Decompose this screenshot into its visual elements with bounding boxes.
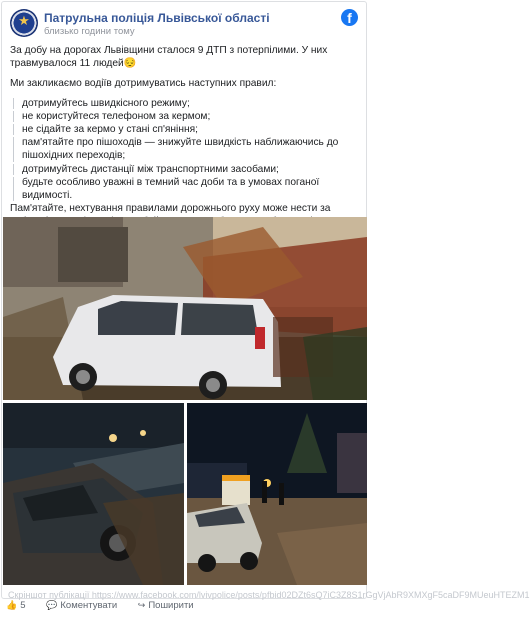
page-name-link[interactable]: Патрульна поліція Львівської області (44, 11, 270, 25)
share-icon: ↪ (137, 601, 146, 611)
post-intro: Ми закликаємо водіїв дотримуватись наступних правил: (10, 78, 277, 90)
rules-list (10, 97, 362, 203)
ambulance-scene-image (187, 403, 367, 585)
post-closing: Пам'ятайте, нехтування правилами дорожнього руху може нести за (10, 203, 331, 215)
credit-label: Скріншот публікації (8, 590, 90, 600)
rule-item: не сідайте за кермо у стані сп'яніння; (10, 123, 362, 136)
rule-item: дотримуйтесь швидкісного режиму; (10, 97, 362, 110)
screenshot-credit (8, 590, 530, 600)
likes-count: 5 (20, 600, 26, 611)
share-action[interactable] (138, 600, 194, 611)
post-time[interactable]: близько години тому (44, 26, 135, 37)
rule-item: пам'ятайте про пішоходів — знижуйте швидкість наближаючись до пішохідних переходів; (10, 136, 362, 162)
post-header (10, 9, 358, 39)
comment-icon: 💬 (46, 601, 58, 611)
post-actions (6, 600, 212, 614)
post-photo-right[interactable] (187, 403, 367, 585)
like-icon: 👍 (6, 601, 18, 611)
rule-item: будьте особливо уважні в темний час доби та в умовах поганої видимості. (10, 176, 362, 202)
damaged-car-image (3, 403, 184, 585)
post-photo-main[interactable] (3, 217, 367, 400)
credit-url[interactable]: https://www.facebook.com/lvivpolice/posts/pfbid02DZt6sQ7iC3Z8S1rGgVjAbR9XMXgF5caDF9MUeuHTEZM1 (91, 590, 530, 600)
like-action[interactable] (6, 600, 26, 611)
police-badge-icon: ★ (18, 14, 30, 29)
post-photo-left[interactable] (3, 403, 184, 585)
minivan-crash-image (3, 217, 367, 400)
rule-item: не користуйтеся телефоном за кермом; (10, 110, 362, 123)
rule-item: дотримуйтесь дистанції між транспортними засобами; (10, 163, 362, 176)
comment-label: Коментувати (60, 600, 118, 611)
comment-action[interactable] (46, 600, 117, 611)
facebook-icon[interactable]: f (341, 9, 358, 26)
facebook-post-card (1, 1, 367, 599)
post-summary: За добу на дорогах Львівщини сталося 9 ДТП з потерпілими. У них травмувалося 11 людей😔 (10, 45, 328, 70)
avatar[interactable] (10, 9, 38, 37)
share-label: Поширити (148, 600, 194, 611)
